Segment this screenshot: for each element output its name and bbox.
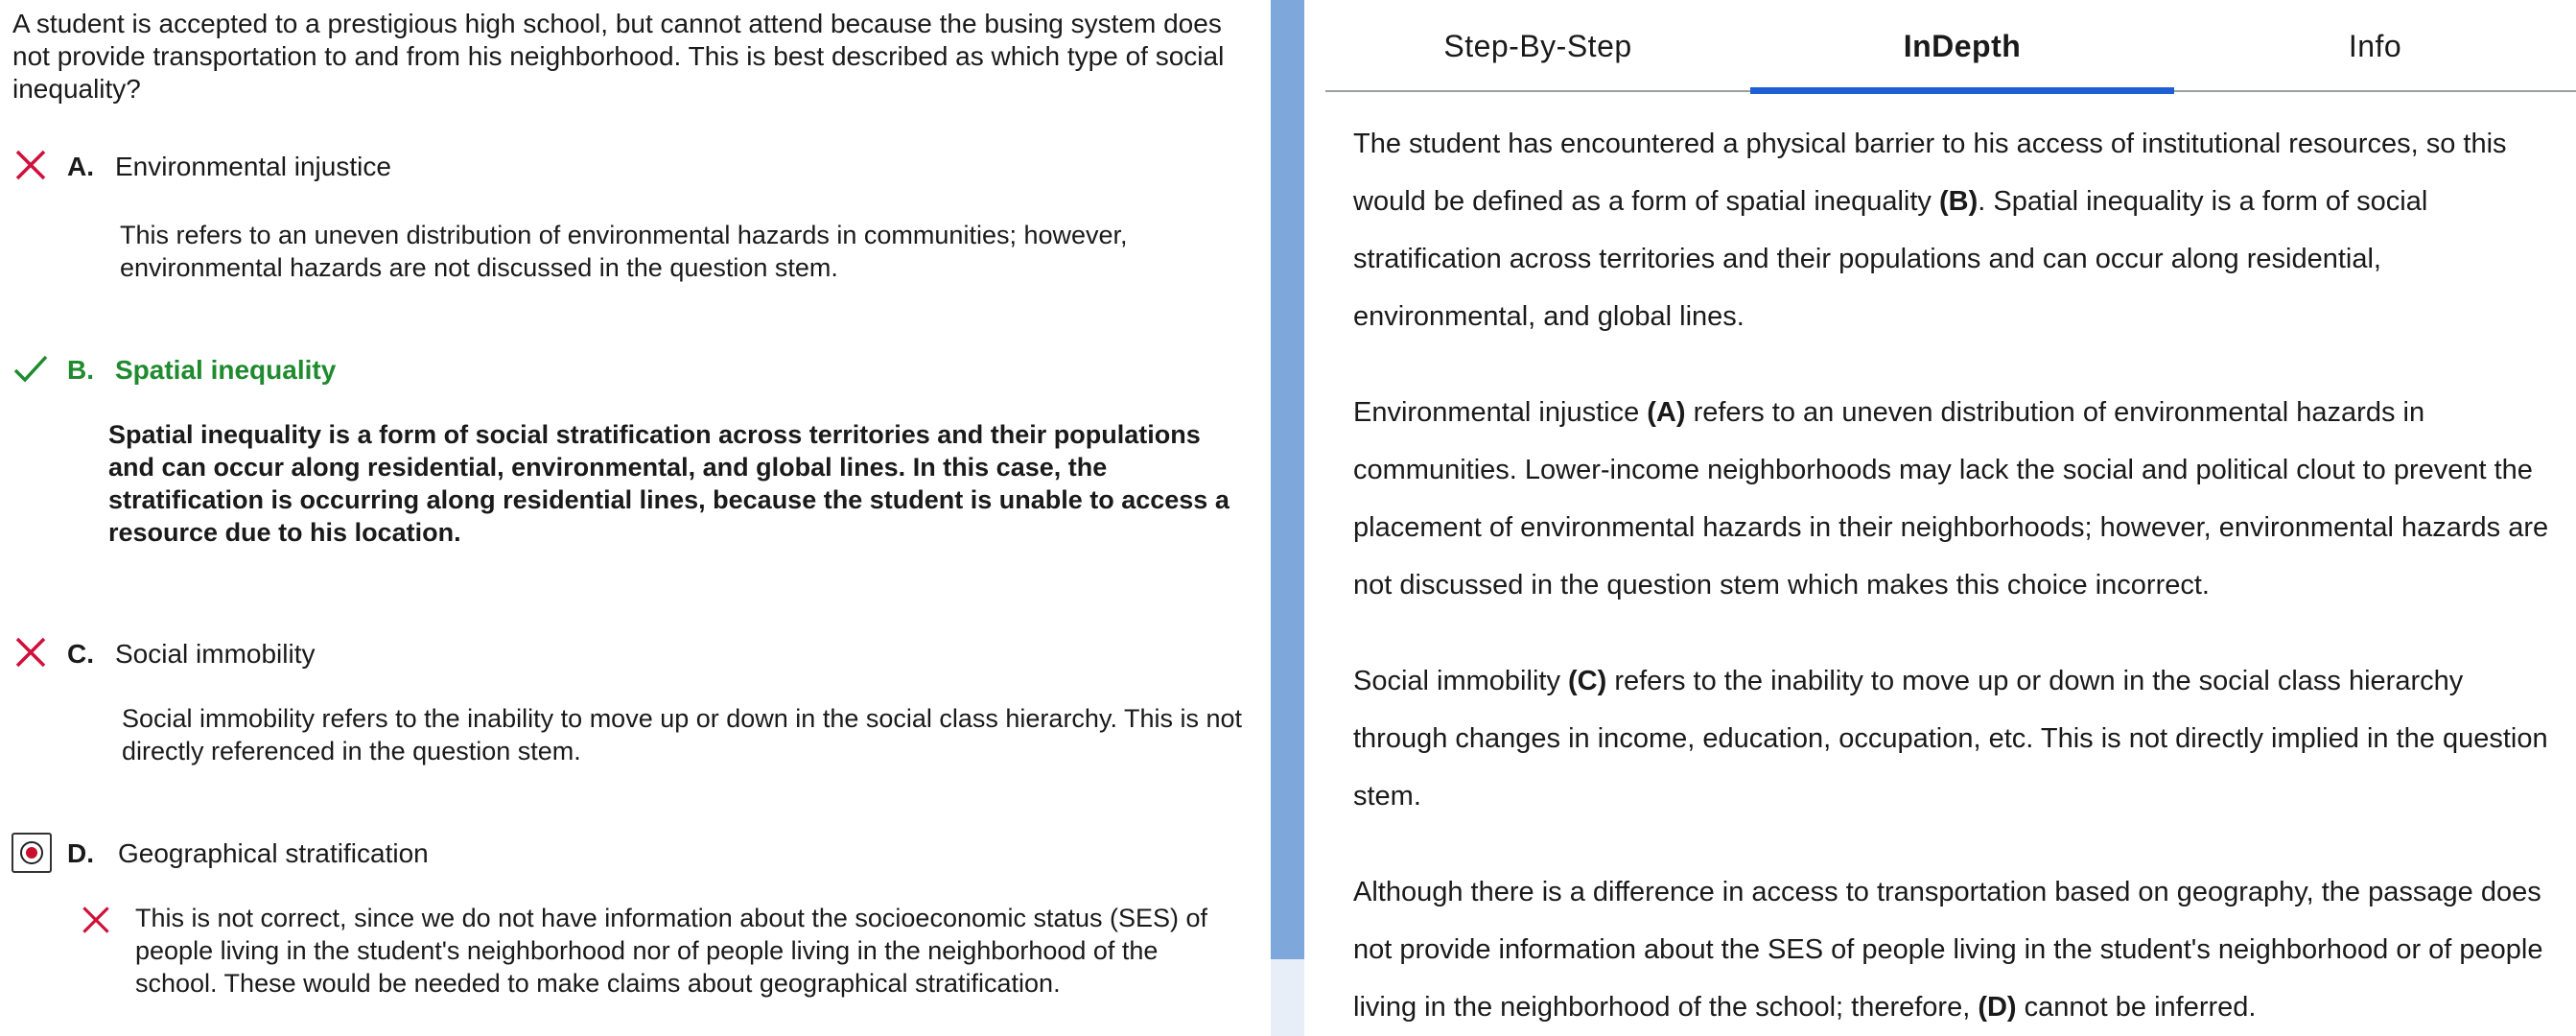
tab-bar [1325,0,2576,92]
choice-letter: B. [67,355,94,385]
choice-text: Geographical stratification [118,838,429,868]
radio-selected-icon[interactable] [12,833,52,873]
indepth-paragraph: The student has encountered a physical barrier to his access of institutional resources, so this would be defined as a form of spatial inequality (B). Spatial inequality is a form of social stratification across territories and their populations and can occur along residential, environmental, and global lines. [1353,129,2507,332]
checkmark-icon [12,349,50,388]
choice-explanation: Social immobility refers to the inability to move up or down in the social class hierarchy. This is not directly referenced in the question stem. [122,704,1243,765]
indepth-content [1353,115,2562,1036]
explanation-panel [1304,0,2576,1036]
close-icon [79,903,113,937]
close-icon [12,633,50,671]
close-icon [12,146,50,184]
choice-letter: C. [67,639,94,669]
indepth-paragraph: Social immobility (C) refers to the inability to move up or down in the social class hierarchy through changes in income, education, occupation, etc. This is not directly implied in the question stem. [1353,666,2548,812]
choice-explanation: Spatial inequality is a form of social stratification across territories and their populations and can occur along residential, environmental, and global lines. In this case, the stratification is occurring along residential lines, because the student is unable to access a resource due to his location. [108,420,1229,547]
question-panel [0,0,1271,1036]
choice-text: Social immobility [115,639,316,669]
choice-explanation: This is not correct, since we do not have information about the socioeconomic status (SES) of people living in the student's neighborhood nor of people living in the neighborhood of the school. These would be needed to make claims about geographical stratification. [135,904,1208,998]
choice-reference: (A) [1647,397,1686,428]
choice-reference: (C) [1568,666,1607,696]
tab-indepth[interactable]: InDepth [1750,0,2174,92]
tab-step-by-step[interactable]: Step-By-Step [1443,28,1632,63]
choice-reference: (D) [1978,992,2017,1023]
indepth-paragraph: Environmental injustice (A) refers to an uneven distribution of environmental hazards in communities. Lower-income neighborhoods may lack the social and political clout to prevent the placement of environmental hazards in their neighborhoods; however, environmental hazards are not discussed in the question stem which makes this choice incorrect. [1353,397,2549,600]
choice-letter: A. [67,152,94,181]
scrollbar-thumb[interactable] [1271,0,1304,959]
choice-text: Environmental injustice [115,152,391,181]
indepth-paragraph: Although there is a difference in access to transportation based on geography, the passage does not provide information about the SES of people living in the student's neighborhood or of people living in the neighborhood of the school; therefore, (D) cannot be inferred. [1353,877,2543,1023]
tab-info[interactable]: Info [2348,28,2402,63]
choice-letter: D. [67,838,94,868]
question-stem: A student is accepted to a prestigious high school, but cannot attend because the busing system does not provide transportation to and from his neighborhood. This is best described as which type of social inequality? [12,9,1225,104]
choice-explanation: This refers to an uneven distribution of environmental hazards in communities; however, environmental hazards are not discussed in the question stem. [120,221,1128,282]
scrollbar[interactable] [1271,0,1304,1036]
choice-reference: (B) [1938,186,1979,217]
choice-text: Spatial inequality [115,355,337,385]
